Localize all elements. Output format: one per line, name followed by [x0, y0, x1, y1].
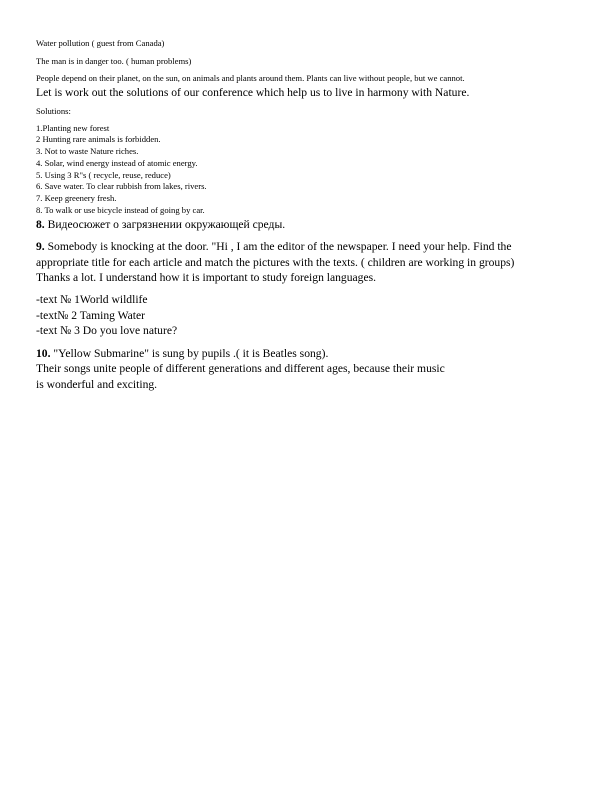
item-10-line-2: Their songs unite people of different generations and different ages, because their music	[36, 362, 445, 376]
text-item-2: -text№ 2 Taming Water	[36, 308, 146, 322]
text-item-1: -text № 1World wildlife	[36, 292, 148, 306]
text-item-3: -text № 3 Do you love nature?	[36, 324, 178, 338]
solution-item-1: 1.Planting new forest	[36, 122, 110, 133]
solutions-heading: Solutions:	[36, 106, 71, 117]
heading-water-pollution: Water pollution ( guest from Canada)	[36, 38, 165, 48]
item-9-number: 9.	[36, 240, 45, 254]
item-8-number: 8.	[36, 217, 45, 231]
item-8-line	[36, 217, 576, 233]
item-10-text-1: "Yellow Submarine" is sung by pupils .( it is Beatles song).	[50, 346, 329, 360]
solution-item-4: 4. Solar, wind energy instead of atomic energy.	[36, 157, 198, 168]
work-out-line: Let is work out the solutions of our conference which help us to live in harmony with Nature.	[36, 85, 470, 99]
item-10-number: 10.	[36, 346, 51, 360]
item-10-block	[36, 346, 576, 393]
item-9-text-1: Somebody is knocking at the door. "Hi , I am the editor of the newspaper. I need your help. Find the	[44, 240, 512, 254]
solution-item-5: 5. Using 3 R"s ( recycle, reuse, reduce)	[36, 169, 171, 180]
solution-item-7: 7. Keep greenery fresh.	[36, 193, 117, 204]
item-9-line-2: appropriate title for each article and match the pictures with the texts. ( children are working in groups)	[36, 255, 515, 269]
solution-item-3: 3. Not to waste Nature riches.	[36, 146, 139, 157]
depend-line: People depend on their planet, on the sun, on animals and plants around them. Plants can live without people, but we cannot.	[36, 73, 465, 83]
item-8-text: Видеосюжет о загрязнении окружающей среды.	[44, 217, 286, 231]
item-9-block	[36, 239, 576, 286]
solution-item-6: 6. Save water. To clear rubbish from lakes, rivers.	[36, 181, 207, 192]
danger-line: The man is in danger too. ( human problems)	[36, 55, 192, 66]
item-9-line-3: Thanks a lot. I understand how it is important to study foreign languages.	[36, 271, 377, 285]
item-10-line-3: is wonderful and exciting.	[36, 377, 158, 391]
solution-item-8: 8. To walk or use bicycle instead of going by car.	[36, 204, 205, 215]
document-page	[36, 38, 576, 393]
item-10-line-1	[36, 346, 576, 362]
solution-item-2: 2 Hunting rare animals is forbidden.	[36, 134, 161, 145]
item-9-line-1	[36, 239, 576, 255]
texts-list	[36, 292, 576, 339]
solutions-list	[36, 123, 576, 217]
